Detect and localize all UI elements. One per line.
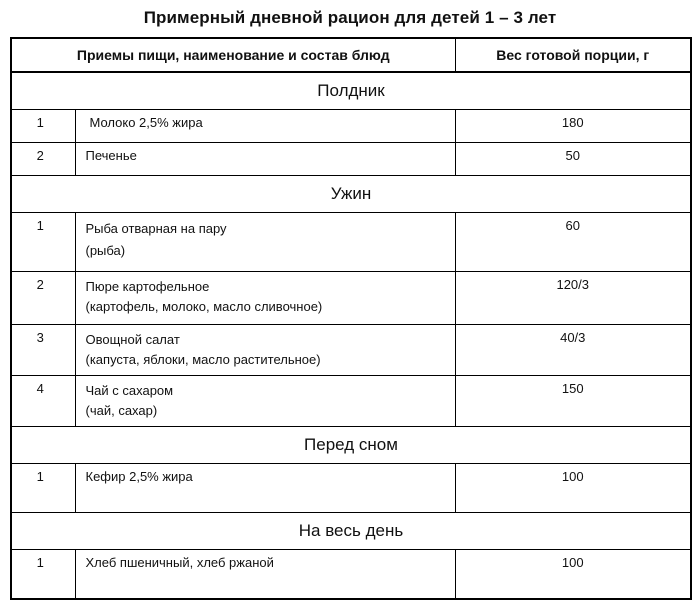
table-row bbox=[11, 550, 691, 600]
item-name bbox=[75, 110, 455, 143]
section-row bbox=[11, 72, 691, 110]
table-row bbox=[11, 376, 691, 427]
table-row bbox=[11, 143, 691, 176]
item-number: 3 bbox=[11, 325, 75, 376]
item-name-text: Молоко 2,5% жира bbox=[89, 115, 203, 130]
item-composition: (капуста, яблоки, масло растительное) bbox=[85, 352, 321, 367]
item-weight: 120/3 bbox=[455, 272, 691, 325]
section-row bbox=[11, 513, 691, 550]
page-title: Примерный дневной рацион для детей 1 – 3 лет bbox=[143, 8, 557, 27]
table-row bbox=[11, 213, 691, 272]
item-name-text: Рыба отварная на пару bbox=[85, 221, 227, 236]
item-name: Печенье bbox=[75, 143, 455, 176]
item-name-text: Овощной салат bbox=[85, 332, 180, 347]
item-weight: 100 bbox=[455, 550, 691, 600]
ration-table bbox=[10, 37, 692, 600]
item-weight: 100 bbox=[455, 464, 691, 513]
item-name bbox=[75, 376, 455, 427]
item-name bbox=[75, 213, 455, 272]
item-name-text: Пюре картофельное bbox=[85, 279, 210, 294]
item-number: 1 bbox=[11, 110, 75, 143]
item-name-text: Чай с сахаром bbox=[85, 383, 174, 398]
item-weight: 60 bbox=[455, 213, 691, 272]
item-number: 2 bbox=[11, 143, 75, 176]
table-row bbox=[11, 325, 691, 376]
section-title: Перед сном bbox=[11, 427, 691, 464]
table-row bbox=[11, 110, 691, 143]
item-composition: (рыба) bbox=[85, 243, 126, 258]
item-name bbox=[75, 325, 455, 376]
header-weight-column: Вес готовой порции, г bbox=[455, 38, 691, 72]
item-name: Кефир 2,5% жира bbox=[75, 464, 455, 513]
item-name: Хлеб пшеничный, хлеб ржаной bbox=[75, 550, 455, 600]
item-number: 1 bbox=[11, 464, 75, 513]
item-number: 1 bbox=[11, 550, 75, 600]
item-composition: (чай, сахар) bbox=[85, 403, 158, 418]
table-header-row bbox=[11, 38, 691, 72]
item-weight: 50 bbox=[455, 143, 691, 176]
table-row bbox=[11, 272, 691, 325]
item-weight: 40/3 bbox=[455, 325, 691, 376]
section-title: На весь день bbox=[11, 513, 691, 550]
item-number: 1 bbox=[11, 213, 75, 272]
section-row bbox=[11, 427, 691, 464]
item-composition: (картофель, молоко, масло сливочное) bbox=[85, 299, 323, 314]
table-row bbox=[11, 464, 691, 513]
item-weight: 180 bbox=[455, 110, 691, 143]
section-title: Полдник bbox=[11, 72, 691, 110]
section-title: Ужин bbox=[11, 176, 691, 213]
item-number: 4 bbox=[11, 376, 75, 427]
item-number: 2 bbox=[11, 272, 75, 325]
item-weight: 150 bbox=[455, 376, 691, 427]
header-name-column: Приемы пищи, наименование и состав блюд bbox=[11, 38, 455, 72]
item-name bbox=[75, 272, 455, 325]
section-row bbox=[11, 176, 691, 213]
